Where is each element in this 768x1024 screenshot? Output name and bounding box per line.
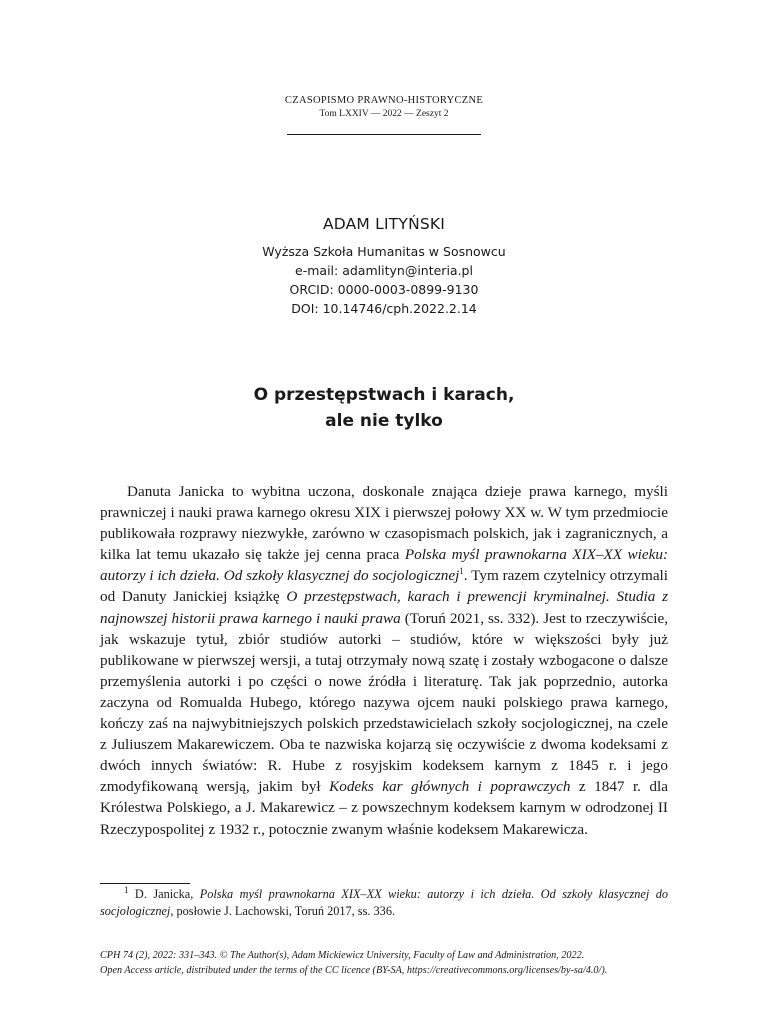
article-title-line-1: O przestępstwach i karach, [253, 385, 515, 405]
journal-header [0, 94, 768, 121]
footer-citation: CPH 74 (2), 2022: 331–343. © The Author(s), Adam Mickiewicz University, Faculty of Law and Administration, 2022. [100, 950, 585, 961]
journal-name: CZASOPISMO PRAWNO-HISTORYCZNE [284, 95, 484, 106]
footnote-text: D. Janicka, [128, 887, 200, 901]
author-orcid: ORCID: 0000-0003-0899-9130 [289, 282, 479, 297]
body-text-segment: Danuta Janicka to wybitna uczona, doskonale znająca dzieje prawa karnego, myśli prawniczej i nauki prawa karnego okresu XIX i pierwszej połowy XX w. W tym przedmiocie publikowała rozprawy niezwykłe, zarówno w czasopismach polskich, jak i zagranicznych, a kilka lat temu ukazało się także jej cenna praca [100, 483, 668, 564]
author-block [0, 212, 768, 318]
article-title [0, 382, 768, 434]
footnote-book-title: Polska myśl prawnokarna XIX–XX wieku: autorzy i ich dzieła. Od szkoły klasycznej do socjologicznej [100, 887, 668, 918]
article-doi: DOI: 10.14746/cph.2022.2.14 [291, 301, 477, 316]
body-text-segment: z 1847 r. dla Królestwa Polskiego, a J. Makarewicz – z powszechnym kodeksem karnym w odrodzonej II Rzeczypospolitej z 1932 r., potocznie zwanym właśnie kodeksem Makarewicza. [100, 778, 668, 838]
footnote-number: 1 [124, 884, 129, 895]
author-name: ADAM LITYŃSKI [322, 215, 446, 233]
body-paragraph [100, 481, 668, 840]
header-divider [287, 134, 481, 135]
journal-volume-line: Tom LXXIV — 2022 — Zeszyt 2 [319, 109, 449, 119]
footnote-divider [100, 883, 190, 884]
footnote-reference[interactable]: 1 [459, 566, 464, 577]
book-title-italic: O przestępstwach, karach i prewencji kryminalnej. Studia z najnowszej historii prawa karnego i nauki prawa [100, 588, 668, 627]
page-footer [100, 948, 690, 978]
article-title-line-2: ale nie tylko [325, 411, 443, 431]
footer-license: Open Access article, distributed under the terms of the CC licence (BY-SA, https://creativecommons.org/licenses/by-sa/4.0/). [100, 965, 608, 976]
book-title-italic: Polska myśl prawnokarna XIX–XX wieku: autorzy i ich dzieła. Od szkoły klasycznej do socjologicznej [100, 546, 669, 585]
body-text-segment: (Toruń 2021, ss. 332). Jest to rzeczywiście, jak wskazuje tytuł, zbiór studiów autorki – studiów, które w większości były już publikowane w pierwszej wersji, a tutaj otrzymały nową szatę i zostały wzbogacone o dalsze przemyślenia autorki i po części o nowe źródła i literaturę. Tak jak poprzednio, autorka zaczyna od Romualda Hubego, którego nazywa ojcem nauki polskiego prawa karnego, kończy zaś na najwybitniejszych polskich przedstawicielach szkoły socjologicznej, na czele z Juliuszem Makarewiczem. Oba te nazwiska kojarzą się oczywiście z dwoma kodeksami z dwóch innych światów: R. Hube z rosyjskim kodeksem karnym z 1845 r. i jego zmodyfikowaną wersją, jakim był [100, 609, 669, 796]
footnote-text: , posłowie J. Lachowski, Toruń 2017, ss. 336. [170, 904, 396, 918]
body-text-segment: . Tym razem czytelnicy otrzymali od Danuty Janickiej książkę [100, 567, 668, 606]
code-title-italic: Kodeks kar głównych i poprawczych [329, 778, 571, 796]
author-email: e-mail: adamlityn@interia.pl [295, 263, 473, 278]
author-affiliation: Wyższa Szkoła Humanitas w Sosnowcu [262, 244, 506, 259]
footnote [100, 886, 668, 920]
